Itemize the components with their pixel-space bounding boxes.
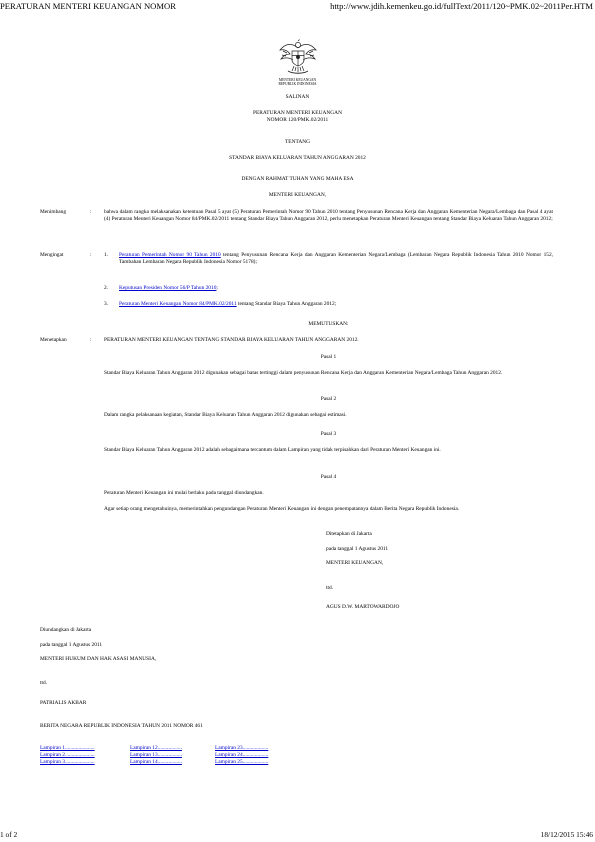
menetapkan-text: PERATURAN MENTERI KEUANGAN TENTANG STANDAR BIAYA KELUARAN TAHUN ANGGARAN 2012. bbox=[104, 337, 359, 343]
signature-name: AGUS D.W. MARTOWARDOJO bbox=[326, 604, 400, 610]
menetapkan-colon: : bbox=[90, 337, 92, 343]
lampiran-link[interactable]: Lampiran 1...................... bbox=[40, 745, 95, 751]
signature-title: MENTERI KEUANGAN, bbox=[326, 560, 384, 566]
lampiran-link[interactable]: Lampiran 25................... bbox=[215, 759, 269, 765]
signature-ttd: ttd. bbox=[326, 585, 334, 591]
lampiran-link[interactable]: Lampiran 14.................. bbox=[130, 759, 182, 765]
mengingat-colon: : bbox=[90, 252, 92, 258]
pasal-text: Standar Biaya Keluaran Tahun Anggaran 2012 adalah sebagaimana tercantum dalam Lampiran yang tidak terpisahkan dari Peraturan Menteri Keuangan ini. bbox=[104, 447, 441, 453]
signature-place: Ditetapkan di Jakarta bbox=[326, 531, 372, 537]
promulgation-ttd: ttd. bbox=[40, 680, 48, 686]
menimbang-text: bahwa dalam rangka melaksanakan ketentuan Pasal 5 ayat (5) Peraturan Pemerintah Nomor 90 Tahun 2010 tentang Penyusunan Rencana Kerja dan Anggaran Kementerian Negara/Lembaga dan Pasal 4 ayat (4) Peraturan Menteri Keuangan Nomor 84/PMK.02/2011 tentang Standar Biaya Tahun Anggaran 2012, perlu menetapkan Peraturan Menteri Keuangan tentang Standar Biaya Keluaran Tahun Anggaran 2012; bbox=[104, 209, 553, 223]
lampiran-link[interactable]: Lampiran 13.................. bbox=[130, 752, 182, 758]
mengingat-item-text: ; bbox=[216, 285, 218, 291]
mengingat-item-number: 3. bbox=[104, 301, 109, 307]
regulation-number: NOMOR 120/PMK.02/2011 bbox=[266, 117, 329, 123]
pasal-heading: Pasal 3 bbox=[320, 431, 337, 437]
pasal-heading: Pasal 1 bbox=[320, 354, 337, 360]
mengingat-item-number: 2. bbox=[104, 285, 109, 291]
pasal-closing-text: Agar setiap orang mengetahuinya, memerintahkan pengundangan Peraturan Menteri Keuangan ini dengan penempatannya dalam Berita Negara Republik Indonesia. bbox=[104, 506, 460, 512]
mengingat-item bbox=[119, 285, 553, 292]
salinan-label: SALINAN bbox=[285, 94, 310, 100]
lampiran-link[interactable]: Lampiran 2...................... bbox=[40, 752, 95, 758]
tentang-label: TENTANG bbox=[284, 139, 311, 145]
mengingat-label: Mengingat bbox=[40, 252, 64, 258]
rahmat-line: DENGAN RAHMAT TUHAN YANG MAHA ESA bbox=[241, 176, 354, 182]
lampiran-link[interactable]: Lampiran 12.................. bbox=[130, 745, 182, 751]
pasal-heading: Pasal 4 bbox=[320, 474, 337, 480]
mengingat-item-number: 1. bbox=[104, 252, 109, 258]
menimbang-colon: : bbox=[90, 209, 92, 215]
regulation-link[interactable]: Keputusan Presiden Nomor 56/P Tahun 2010 bbox=[119, 285, 217, 291]
menetapkan-label: Menetapkan bbox=[40, 337, 67, 343]
berita-negara-line: BERITA NEGARA REPUBLIK INDONESIA TAHUN 2011 NOMOR 461 bbox=[40, 723, 203, 729]
print-footer-page: 1 of 2 bbox=[0, 830, 18, 839]
mengingat-item bbox=[119, 301, 553, 308]
garuda-emblem-icon bbox=[277, 38, 319, 76]
promulgation-place: Diundangkan di Jakarta bbox=[40, 627, 92, 633]
pasal-text: Dalam rangka pelaksanaan kegiatan, Standar Biaya Keluaran Tahun Anggaran 2012 digunakan sebagai estimasi. bbox=[104, 412, 347, 418]
promulgation-title: MENTERI HUKUM DAN HAK ASASI MANUSIA, bbox=[40, 656, 157, 662]
pasal-heading: Pasal 2 bbox=[320, 396, 337, 402]
regulation-link[interactable]: Peraturan Pemerintah Nomor 90 Tahun 2010 bbox=[119, 252, 221, 258]
print-footer-timestamp: 18/12/2015 15:46 bbox=[540, 830, 593, 839]
menimbang-label: Menimbang bbox=[40, 209, 67, 215]
mengingat-item-text: tentang Standar Biaya Tahun Anggaran 2012; bbox=[236, 301, 337, 307]
pasal-text: Peraturan Menteri Keuangan ini mulai berlaku pada tanggal diundangkan. bbox=[104, 490, 264, 496]
print-header-url: http://www.jdih.kemenkeu.go.id/fullText/2011/120~PMK.02~2011Per.HTM bbox=[330, 1, 593, 11]
regulation-link[interactable]: Peraturan Menteri Keuangan Nomor 84/PMK.02/2011 bbox=[119, 301, 237, 307]
regulation-title: PERATURAN MENTERI KEUANGAN bbox=[253, 110, 342, 116]
memutuskan-heading: MEMUTUSKAN: bbox=[308, 321, 349, 327]
promulgation-date: pada tanggal 1 Agustus 2011 bbox=[40, 642, 103, 648]
signature-date: pada tanggal 1 Agustus 2011 bbox=[326, 546, 389, 552]
print-header-title: PERATURAN MENTERI KEUANGAN NOMOR bbox=[0, 1, 176, 11]
lampiran-link[interactable]: Lampiran 23................... bbox=[215, 745, 269, 751]
mengingat-item-text: tentang Penyusunan Rencana Kerja dan Anggaran Kementerian Negara/Lembaga (Lembaran Negara Republik Indonesia Tahun 2010 Nomor 152, Tambahan Lembaran Negara Republik Indonesia Nomor 5178); bbox=[119, 252, 553, 266]
lampiran-link[interactable]: Lampiran 3...................... bbox=[40, 759, 95, 765]
emblem-caption-line2: REPUBLIK INDONESIA bbox=[278, 82, 317, 86]
regulation-subject: STANDAR BIAYA KELUARAN TAHUN ANGGARAN 2012 bbox=[229, 155, 366, 161]
pasal-text: Standar Biaya Keluaran Tahun Anggaran 2012 digunakan sebagai batas tertinggi dalam penyusunan Rencana Kerja dan Anggaran Kementerian Negara/Lembaga Tahun Anggaran 2012. bbox=[104, 370, 503, 376]
emblem-caption-line1: MENTERI KEUANGAN bbox=[278, 78, 317, 82]
mengingat-item bbox=[119, 252, 553, 266]
minister-heading: MENTERI KEUANGAN, bbox=[268, 192, 327, 198]
lampiran-link[interactable]: Lampiran 24................... bbox=[215, 752, 269, 758]
promulgation-name: PATRIALIS AKBAR bbox=[40, 700, 87, 706]
